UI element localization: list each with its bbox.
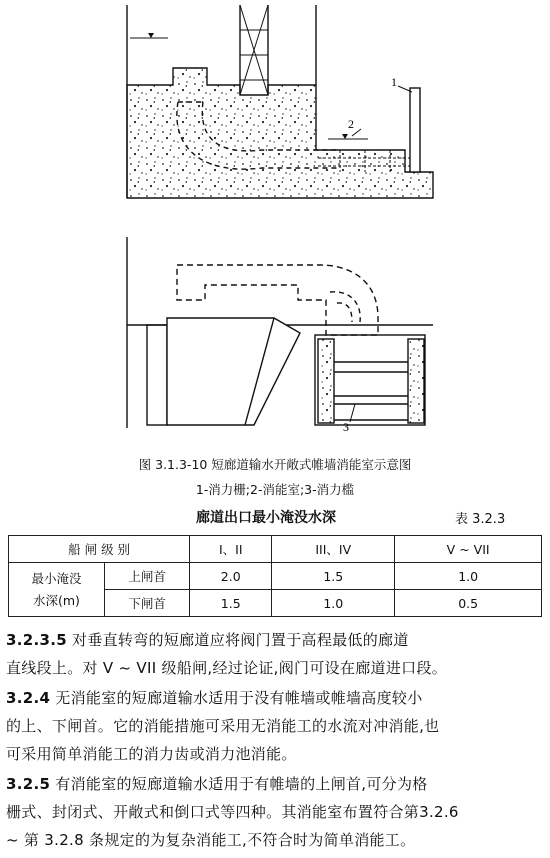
table-col-header: I、II <box>190 536 272 563</box>
table-cell: 0.5 <box>395 590 542 617</box>
row-group-label-line1: 最小淹没 <box>31 570 82 586</box>
callout-3-label: 3 <box>343 420 349 434</box>
clause-number: 3.2.4 <box>6 689 51 707</box>
clause-number: 3.2.3.5 <box>6 631 67 649</box>
paragraph-3-2-4-line3: 可采用简单消能工的消力齿或消力池消能。 <box>6 745 297 763</box>
figure-caption-legend: 1-消力栅;2-消能室;3-消力槛 <box>195 482 355 497</box>
paragraph-3-2-5-line2: 栅式、封闭式、开敞式和倒口式等四种。其消能室布置符合第3.2.6 <box>6 803 459 821</box>
paragraph-3-2-5-line3: ~ 第 3.2.8 条规定的为复杂消能工,不符合时为简单消能工。 <box>6 831 416 849</box>
figure-caption-title: 图 3.1.3-10 短廊道输水开敞式帷墙消能室示意图 <box>138 457 412 472</box>
submergence-depth-table <box>8 535 542 617</box>
paragraph-text: 对垂直转弯的短廊道应将阀门置于高程最低的廊道 <box>72 631 409 649</box>
paragraph-3-2-3-5-line1 <box>6 626 546 654</box>
table-cell: 2.0 <box>190 563 272 590</box>
table-row <box>9 563 542 590</box>
callout-2-label: 2 <box>348 117 354 131</box>
table-cell: 1.5 <box>190 590 272 617</box>
table-row-group-label <box>9 563 105 617</box>
lower-section-drawing <box>127 237 433 428</box>
table-cell: 1.0 <box>272 590 395 617</box>
table-col-header: III、IV <box>272 536 395 563</box>
table-cell: 1.5 <box>272 563 395 590</box>
table-cell: 1.0 <box>395 563 542 590</box>
table-row-label: 上闸首 <box>104 563 189 590</box>
paragraph-text: 无消能室的短廊道输水适用于没有帷墙或帷墙高度较小 <box>55 689 423 707</box>
callout-1-label: 1 <box>391 75 397 89</box>
paragraph-3-2-4-line2: 的上、下闸首。它的消能措施可采用无消能工的水流对冲消能,也 <box>6 717 440 735</box>
upper-section-drawing <box>127 5 433 198</box>
paragraph-3-2-5-line1 <box>6 770 546 798</box>
paragraph-3-2-4-line1 <box>6 684 546 712</box>
table-number: 表 3.2.3 <box>455 512 506 527</box>
table-header-label: 船 闸 级 别 <box>9 536 190 563</box>
paragraph-text: 有消能室的短廊道输水适用于有帷墙的上闸首,可分为格 <box>55 775 428 793</box>
paragraph-3-2-3-5-line2: 直线段上。对 V ~ VII 级船闸,经过论证,阀门可设在廊道进口段。 <box>6 659 448 677</box>
clause-number: 3.2.5 <box>6 775 51 793</box>
table-header-row <box>9 536 542 563</box>
table-row-label: 下闸首 <box>104 590 189 617</box>
table-col-header: V ~ VII <box>395 536 542 563</box>
row-group-label-line2: 水深(m) <box>33 592 80 608</box>
table-title: 廊道出口最小淹没水深 <box>196 510 336 526</box>
